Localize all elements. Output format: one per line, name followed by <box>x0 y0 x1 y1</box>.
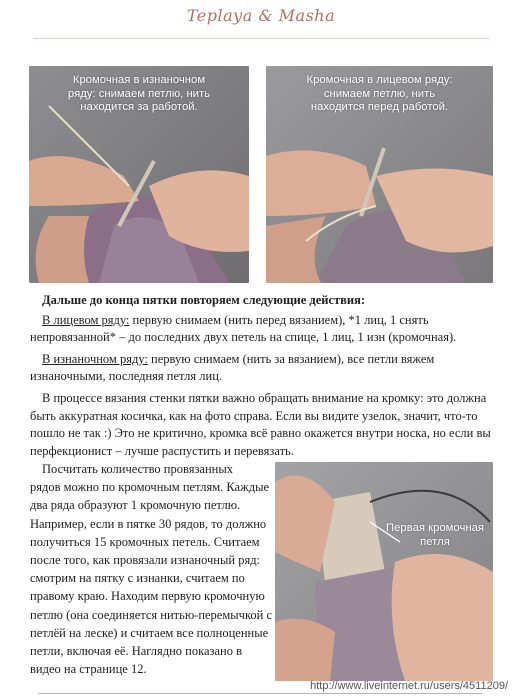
caption-line: Кромочная в изнаночном <box>72 74 206 86</box>
paragraph-line: В процессе вязания стенки пятки важно обращать внимание на кромку: это должна <box>42 391 487 405</box>
knit-row-line: непровязанной* – до последних двух петель на спице, 1 лиц, 1 изн (кромочная). <box>30 330 457 345</box>
instructions <box>30 292 490 386</box>
paragraph-line: два ряда образуют 1 кромочную петлю. <box>30 498 241 513</box>
paragraph-line: Посчитать количество провязанных <box>42 462 233 476</box>
paragraph-line: петли, включая её. Наглядно показано в <box>30 644 242 659</box>
caption-line: снимаем петлю, нить <box>323 87 436 100</box>
purl-row-line <box>42 351 490 369</box>
paragraph-line: правому краю. Находим первую кромочную <box>30 589 265 604</box>
knit-row-line <box>42 312 490 330</box>
caption-line: Кромочная в лицевом ряду: <box>306 74 453 86</box>
paragraph-line: перфекционист – лучше распустить и перевязать. <box>30 443 294 458</box>
purl-row-label: В изнаночном ряду: <box>42 351 148 366</box>
brand-logo: Teplaya & Masha <box>186 6 336 25</box>
paragraph-line: смотрим на пятку с изнанки, считаем по <box>30 571 245 586</box>
paragraph-line: быть аккуратная косичка, как на фото справа. Если вы видите узелок, значит, что-то <box>30 408 478 423</box>
edge-paragraph <box>30 390 500 460</box>
paragraph-line: петлёй на леске) и считаем все полноценные <box>30 625 269 640</box>
caption-line: находится перед работой. <box>310 101 449 113</box>
count-paragraph <box>30 460 278 678</box>
paragraph-line: видео на странице 12. <box>30 662 147 677</box>
photo-first-edge-stitch-image <box>275 462 493 681</box>
intro-heading: Дальше до конца пятки повторяем следующие действия: <box>42 293 366 307</box>
header-divider <box>33 38 489 39</box>
paragraph-line: рядов можно по кромочным петлям. Каждые <box>30 480 270 495</box>
purl-row-line: изнаночными, последняя петля лиц. <box>30 369 223 384</box>
purl-row-text: первую снимаем (нить за вязанием), все петли вяжем <box>147 351 435 366</box>
caption-line: ряду: снимаем петлю, нить <box>67 87 211 100</box>
paragraph-line: петлю (она соединяется нитью-перемычкой с <box>30 607 272 622</box>
caption-line: петля <box>420 535 450 548</box>
knit-row-text: первую снимаем (нить перед вязанием), *1 лиц, 1 снять <box>129 312 429 327</box>
paragraph-line: получиться 15 кромочных петель. Считаем <box>30 534 260 549</box>
footer-url[interactable]: http://www.liveinternet.ru/users/4511209/ <box>310 680 508 692</box>
caption-line: находится за работой. <box>80 101 198 113</box>
photo-purl-row-edge <box>29 66 249 283</box>
paragraph-line: пошло не так :) Это не критично, кромка всё равно окажется внутри носка, но если вы <box>30 426 491 441</box>
photo-first-edge-stitch <box>275 462 493 681</box>
knit-row-label: В лицевом ряду: <box>42 312 130 327</box>
paragraph-line: после того, как провязали изнаночный ряд: <box>30 553 261 568</box>
photo-knit-row-edge <box>266 66 493 283</box>
paragraph-line: Например, если в пятке 30 рядов, то должно <box>30 516 267 531</box>
footer-divider <box>38 693 482 694</box>
caption-line: Первая кромочная <box>386 522 484 534</box>
